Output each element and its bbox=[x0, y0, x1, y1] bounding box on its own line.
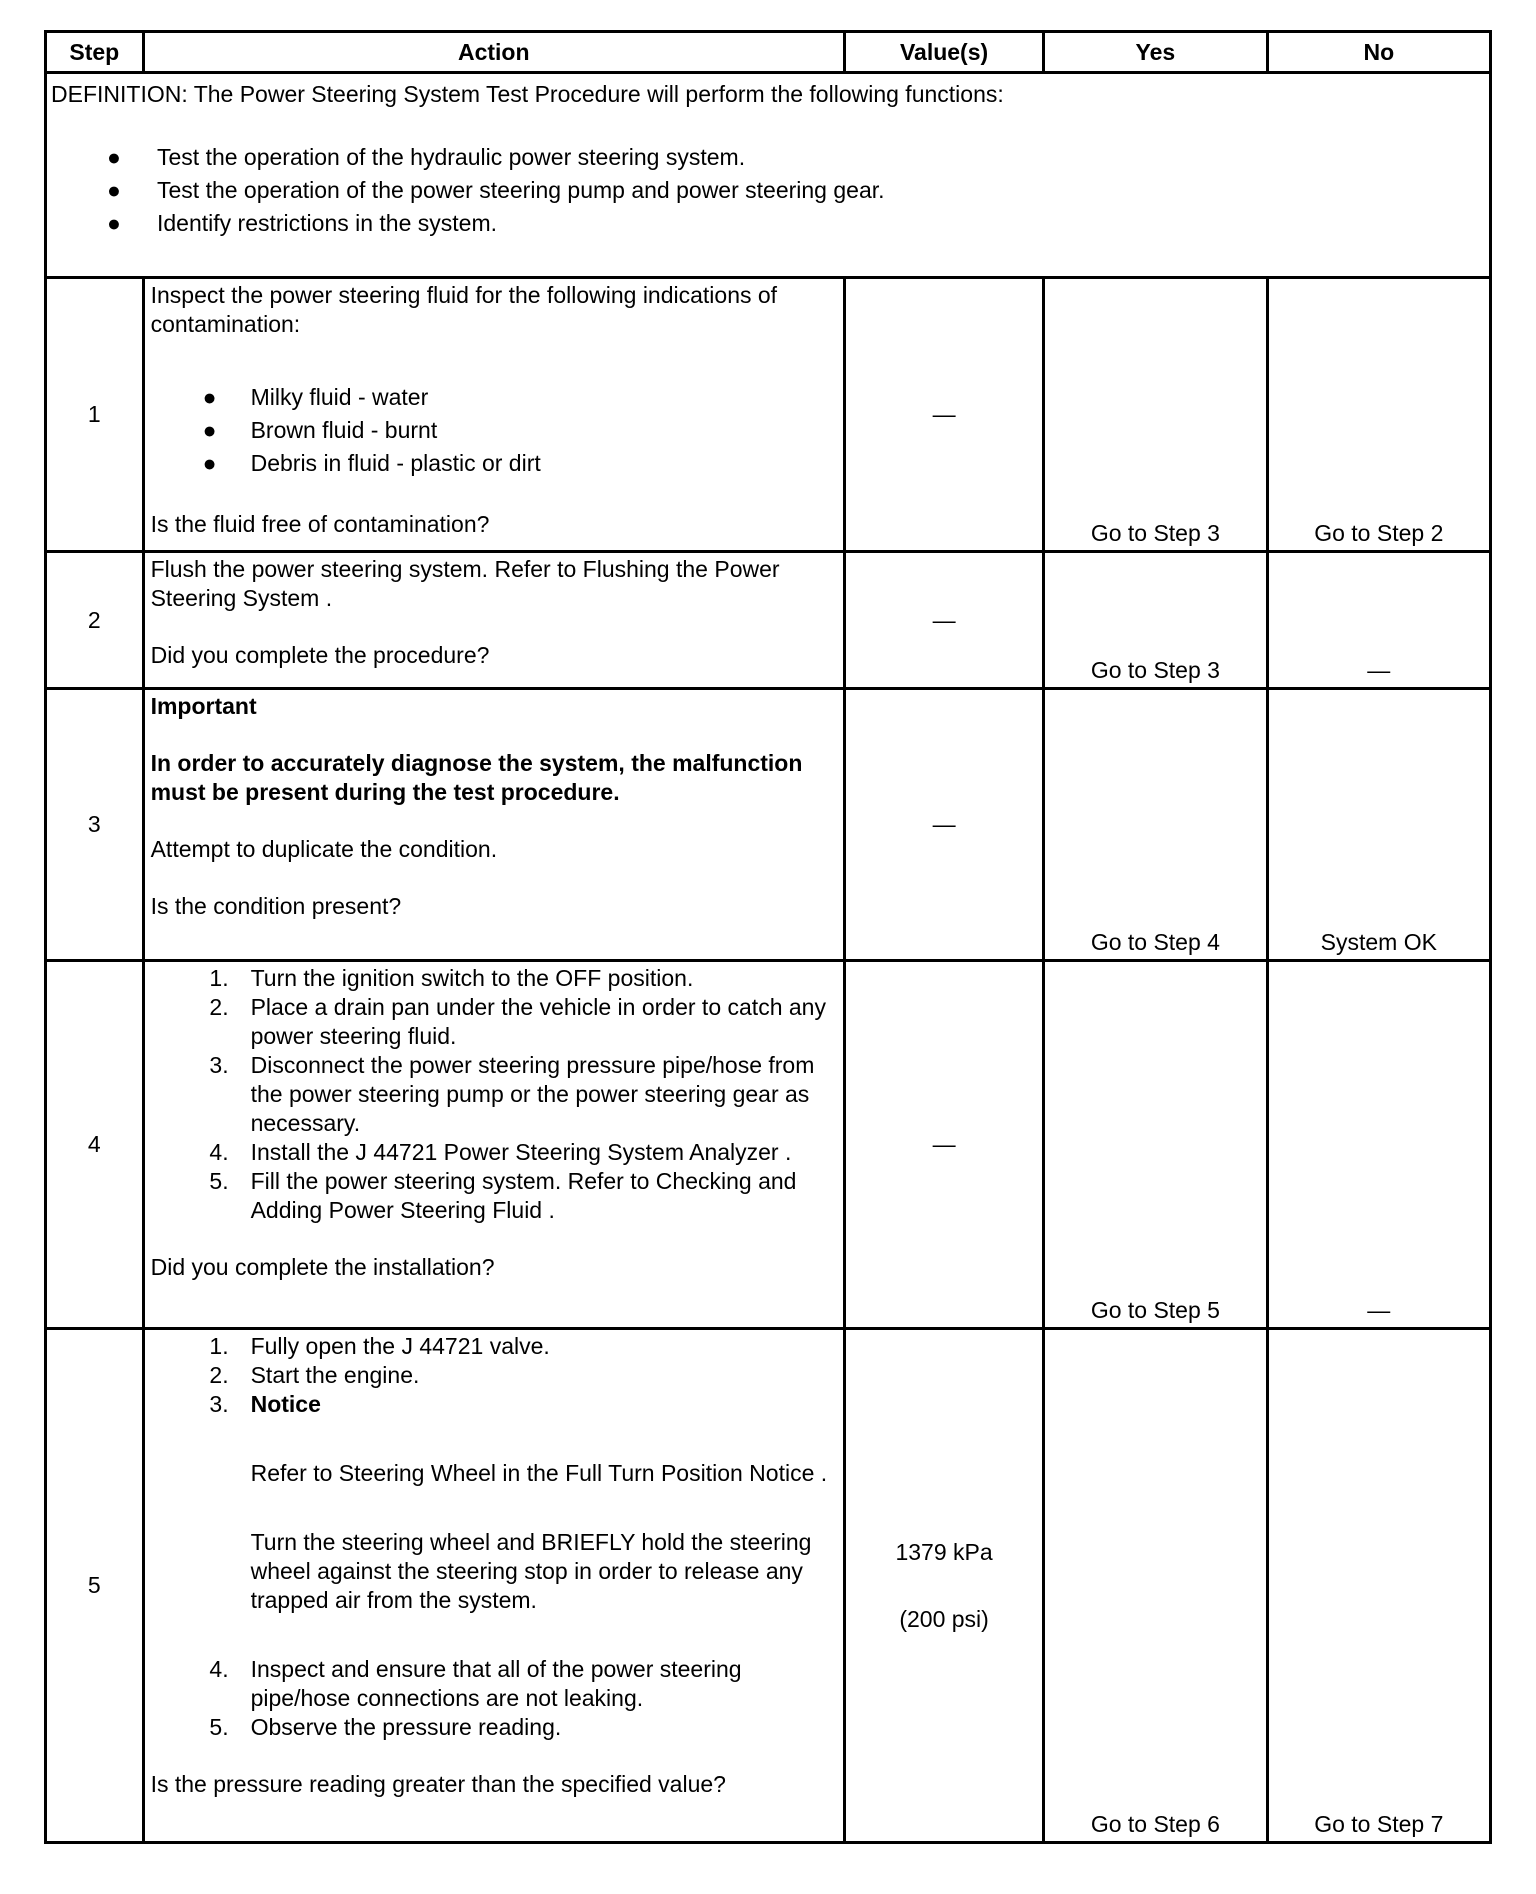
notice-text: Turn the steering wheel and BRIEFLY hold the steering wheel against the steering stop in order to release any trapped air from the system. bbox=[250, 1529, 812, 1613]
table-row bbox=[46, 961, 1491, 1329]
table-row bbox=[46, 278, 1491, 552]
step-question: Is the condition present? bbox=[150, 893, 402, 919]
list-item: 4. Inspect and ensure that all of the power steering pipe/hose connections are not leaking. bbox=[209, 1656, 742, 1711]
step-action bbox=[143, 278, 844, 552]
procedure-table-container bbox=[44, 30, 1492, 1844]
test-steps-list bbox=[151, 1332, 837, 1742]
step-question: Did you complete the procedure? bbox=[150, 642, 490, 668]
bullet-icon: ● bbox=[107, 177, 121, 203]
table-row bbox=[46, 689, 1491, 961]
install-steps-list bbox=[151, 964, 837, 1225]
step-no: Go to Step 7 bbox=[1267, 1329, 1490, 1843]
step-action bbox=[143, 1329, 844, 1843]
definition-title: DEFINITION: The Power Steering System Test Procedure will perform the following functions: bbox=[51, 81, 1004, 107]
list-item: 3. Disconnect the power steering pressure pipe/hose from the power steering pump or the power steering gear as necessary. bbox=[209, 1052, 815, 1136]
bullet-icon: ● bbox=[202, 450, 217, 476]
step-question: Did you complete the installation? bbox=[150, 1254, 495, 1280]
definition-cell bbox=[46, 73, 1491, 278]
step-text: Attempt to duplicate the condition. bbox=[150, 836, 498, 862]
header-step: Step bbox=[46, 32, 144, 73]
step-number: 2 bbox=[46, 552, 144, 689]
header-row bbox=[46, 32, 1491, 73]
value-kpa: 1379 kPa bbox=[895, 1538, 993, 1565]
step-value: — bbox=[844, 552, 1043, 689]
step-number: 1 bbox=[46, 278, 144, 552]
header-action: Action bbox=[143, 32, 844, 73]
step-no: — bbox=[1267, 961, 1490, 1329]
bullet-icon: ● bbox=[107, 210, 121, 236]
notice-ref: Refer to Steering Wheel in the Full Turn Position Notice . bbox=[250, 1460, 828, 1486]
procedure-table bbox=[44, 30, 1492, 1844]
step-value: — bbox=[844, 961, 1043, 1329]
value-psi: (200 psi) bbox=[899, 1605, 989, 1632]
step-number: 3 bbox=[46, 689, 144, 961]
step-number: 5 bbox=[46, 1329, 144, 1843]
list-item: 2. Start the engine. bbox=[209, 1362, 420, 1388]
step-yes: Go to Step 6 bbox=[1044, 1329, 1267, 1843]
list-item: 1. Fully open the J 44721 valve. bbox=[209, 1333, 550, 1359]
step-value: — bbox=[844, 689, 1043, 961]
header-values: Value(s) bbox=[844, 32, 1043, 73]
definition-row bbox=[46, 73, 1491, 278]
list-item: ● Brown fluid - burnt bbox=[202, 417, 438, 443]
step-yes: Go to Step 3 bbox=[1044, 552, 1267, 689]
step-value bbox=[844, 1329, 1043, 1843]
step-question: Is the pressure reading greater than the specified value? bbox=[150, 1771, 726, 1797]
list-item: ● Debris in fluid - plastic or dirt bbox=[202, 450, 541, 476]
step-number: 4 bbox=[46, 961, 144, 1329]
list-item: ● Milky fluid - water bbox=[202, 384, 429, 410]
step-intro: Inspect the power steering fluid for the following indications of contamination: bbox=[150, 282, 778, 337]
bullet-icon: ● bbox=[107, 144, 121, 170]
step-yes: Go to Step 3 bbox=[1044, 278, 1267, 552]
step-yes: Go to Step 4 bbox=[1044, 689, 1267, 961]
header-no: No bbox=[1267, 32, 1490, 73]
step-action bbox=[143, 552, 844, 689]
step-no: — bbox=[1267, 552, 1490, 689]
table-row bbox=[46, 1329, 1491, 1843]
step-value: — bbox=[844, 278, 1043, 552]
list-item: 3. Notice Refer to Steering Wheel in the Full Turn Position Notice . Turn the steering wheel and BRIEFLY hold the steering wheel against the steering stop in order to release any trapped air from the system. bbox=[151, 1390, 837, 1655]
important-label: Important bbox=[150, 693, 257, 719]
table-row bbox=[46, 552, 1491, 689]
step-action bbox=[143, 961, 844, 1329]
contamination-list bbox=[151, 383, 837, 478]
step-question: Is the fluid free of contamination? bbox=[150, 511, 490, 537]
step-no: Go to Step 2 bbox=[1267, 278, 1490, 552]
notice-label: Notice bbox=[250, 1391, 321, 1417]
important-text: In order to accurately diagnose the system, the malfunction must be present during the test procedure. bbox=[150, 750, 803, 805]
list-item: ● Identify restrictions in the system. bbox=[107, 210, 498, 236]
list-item: 5. Observe the pressure reading. bbox=[209, 1714, 562, 1740]
bullet-icon: ● bbox=[202, 417, 217, 443]
list-item: 4. Install the J 44721 Power Steering System Analyzer . bbox=[209, 1139, 792, 1165]
list-item: 5. Fill the power steering system. Refer to Checking and Adding Power Steering Fluid . bbox=[209, 1168, 797, 1223]
step-action bbox=[143, 689, 844, 961]
list-item: ● Test the operation of the hydraulic power steering system. bbox=[107, 144, 746, 170]
list-item: 2. Place a drain pan under the vehicle in order to catch any power steering fluid. bbox=[209, 994, 826, 1049]
list-item: 1. Turn the ignition switch to the OFF position. bbox=[209, 965, 694, 991]
step-yes: Go to Step 5 bbox=[1044, 961, 1267, 1329]
step-no: System OK bbox=[1267, 689, 1490, 961]
header-yes: Yes bbox=[1044, 32, 1267, 73]
bullet-icon: ● bbox=[202, 384, 217, 410]
step-intro: Flush the power steering system. Refer to Flushing the Power Steering System . bbox=[150, 556, 780, 611]
definition-list bbox=[51, 143, 1485, 238]
list-item: ● Test the operation of the power steering pump and power steering gear. bbox=[107, 177, 885, 203]
